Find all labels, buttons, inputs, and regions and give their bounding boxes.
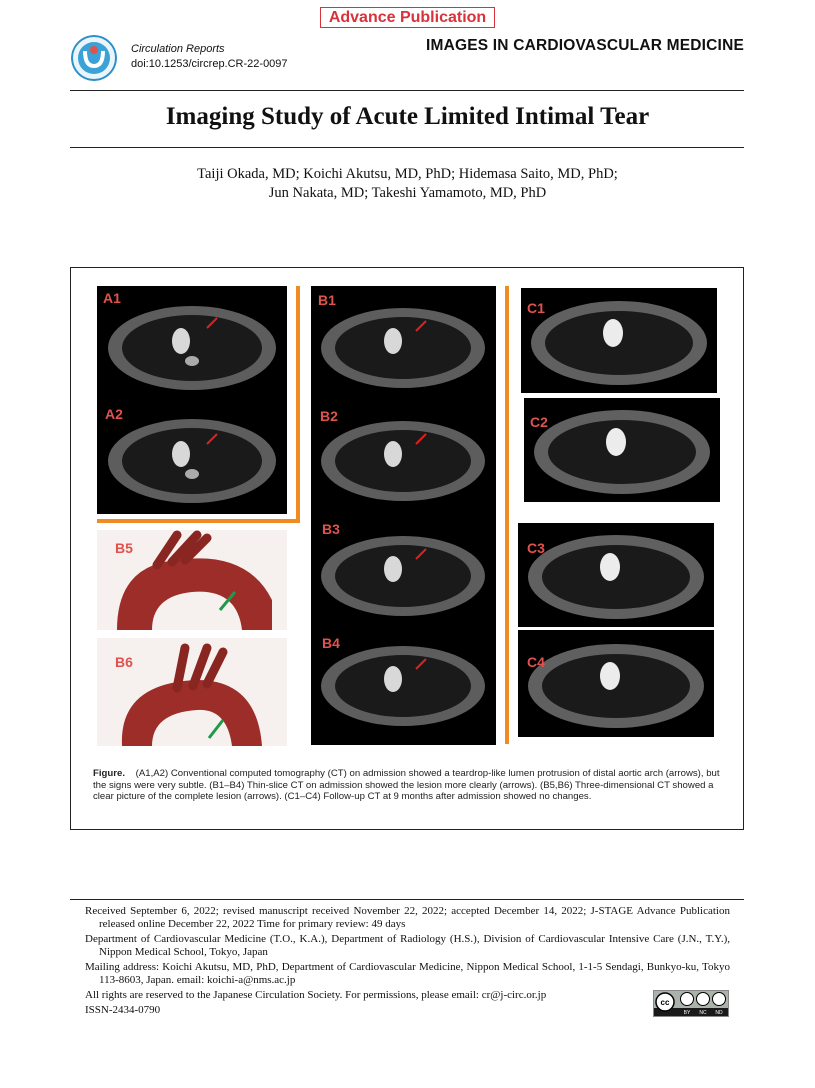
panel-label-a2: A2: [105, 406, 123, 422]
ct-scan-image: [311, 286, 496, 745]
journal-logo: [71, 35, 117, 81]
figure: [70, 267, 744, 830]
svg-text:cc: cc: [660, 998, 670, 1007]
journal-name: Circulation Reports: [131, 43, 225, 55]
author-list: [0, 165, 815, 203]
divider-bar-horizontal: [97, 519, 299, 523]
panel-label-b2: B2: [320, 408, 338, 424]
caption-label: Figure.: [93, 768, 125, 779]
panel-label-a1: A1: [103, 290, 121, 306]
received-dates: Received September 6, 2022; revised manuscript received November 22, 2022; accepted December 14, 2022; J-STAGE Advance Publication released online December 22, 2022 Time for primary review: 49 days: [85, 905, 730, 930]
panel-label-c1: C1: [527, 300, 545, 316]
panel-c1-ct: [521, 288, 717, 393]
divider-bar-a: [296, 286, 300, 523]
ct-scan-image: [97, 286, 287, 514]
author-line-2: Jun Nakata, MD; Takeshi Yamamoto, MD, PhD: [268, 185, 547, 201]
section-heading: IMAGES IN CARDIOVASCULAR MEDICINE: [425, 37, 744, 54]
ct-scan-image: [524, 398, 720, 502]
cc-by-text: BY: [683, 1010, 691, 1016]
panel-label-c4: C4: [527, 654, 545, 670]
cc-by-nc-nd-icon: [654, 991, 728, 1016]
title-rule: [70, 147, 744, 148]
divider-bar-b: [505, 286, 509, 744]
panel-label-c3: C3: [527, 540, 545, 556]
rights-notice: All rights are reserved to the Japanese Circulation Society. For permissions, please email: cr@j-circ.or.jp: [85, 989, 547, 1001]
affiliations: Department of Cardiovascular Medicine (T.O., K.A.), Department of Radiology (H.S.), Division of Cardiovascular Intensive Care (J.N., T.Y.), Nippon Medical School, Tokyo, Japan: [85, 933, 730, 958]
panel-c2-ct: [524, 398, 720, 502]
panel-c4-ct: [518, 630, 714, 737]
article-title: Imaging Study of Acute Limited Intimal Tear: [165, 103, 650, 130]
panel-b-ct: [311, 286, 496, 745]
caption-text: (A1,A2) Conventional computed tomography (CT) on admission showed a teardrop-like lumen protrusion of distal aortic arch (arrows), but the signs were very subtle. (B1–B4) Thin-slice CT on admission showed the lesion more clearly (arrows). (B5,B6) Three-dimensional CT showed a clear picture of the complete lesion (arrows). (C1–C4) Follow-up CT at 9 months after admission showed no changes.: [93, 768, 720, 802]
mailing-address: Mailing address: Koichi Akutsu, MD, PhD, Department of Cardiovascular Medicine, Nippon Medical School, 1-1-5 Sendagi, Bunkyo-ku, Tokyo 113-8603, Japan. email: koichi-a@nms.ac.jp: [85, 961, 730, 986]
cc-nd-text: ND: [715, 1010, 723, 1016]
author-line-1: Taiji Okada, MD; Koichi Akutsu, MD, PhD; Hidemasa Saito, MD, PhD;: [197, 166, 618, 182]
ct-scan-image: [521, 288, 717, 393]
article-footer: [85, 905, 730, 1019]
footer-rule: [70, 899, 744, 900]
cc-nc-text: NC: [699, 1010, 707, 1016]
ct-scan-image: [518, 630, 714, 737]
figure-caption: [93, 768, 723, 803]
panel-label-b1: B1: [318, 292, 336, 308]
panel-label-b3: B3: [322, 521, 340, 537]
ct-scan-image: [518, 523, 714, 627]
panel-a-ct: [97, 286, 287, 514]
issn: ISSN-2434-0790: [85, 1004, 161, 1016]
panel-label-b5: B5: [115, 540, 133, 556]
doi[interactable]: doi:10.1253/circrep.CR-22-0097: [131, 58, 288, 70]
cc-license-badge[interactable]: [653, 990, 729, 1017]
panel-label-b6: B6: [115, 654, 133, 670]
header-rule: [70, 90, 744, 91]
panel-label-c2: C2: [530, 414, 548, 430]
panel-label-b4: B4: [322, 635, 340, 651]
panel-c3-ct: [518, 523, 714, 627]
advance-publication-banner: Advance Publication: [320, 7, 495, 28]
